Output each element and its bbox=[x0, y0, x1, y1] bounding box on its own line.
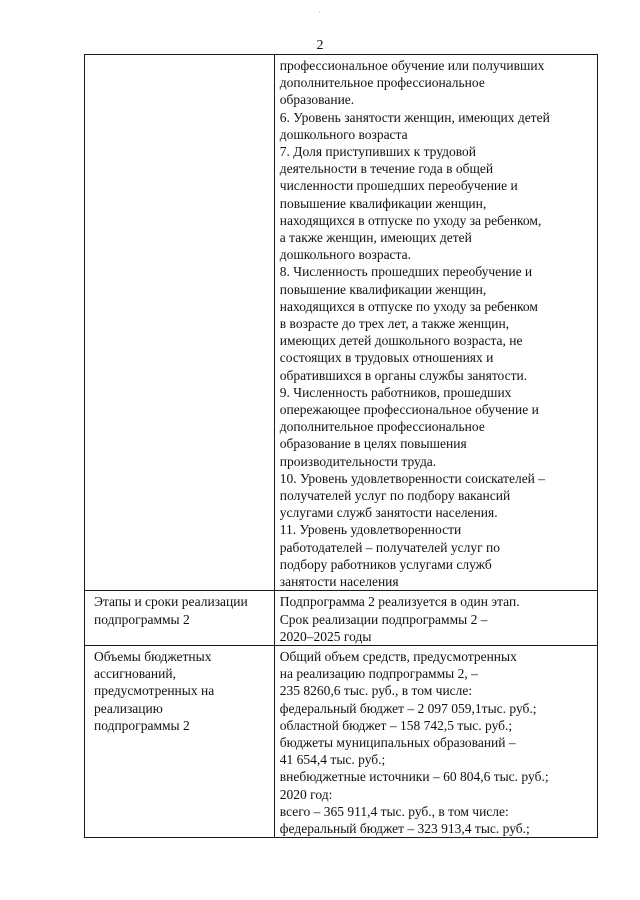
indicators-line: находящихся в отпуске по уходу за ребенком, bbox=[279, 212, 542, 228]
indicators-line: дошкольного возраста bbox=[279, 126, 408, 142]
table-row-indicators bbox=[85, 55, 598, 591]
stages-line: Подпрограмма 2 реализуется в один этап. bbox=[279, 594, 520, 610]
stages-label-cell bbox=[85, 591, 275, 646]
budget-content-cell bbox=[274, 645, 597, 837]
budget-label-line: ассигнований, bbox=[94, 666, 176, 682]
stages-label-line: Этапы и сроки реализации bbox=[94, 594, 248, 610]
budget-label-line: предусмотренных на bbox=[94, 683, 215, 699]
indicators-line: получателей услуг по подбору вакансий bbox=[279, 488, 511, 504]
indicators-line: 8. Численность прошедших переобучение и bbox=[279, 264, 533, 280]
budget-label-line: подпрограммы 2 bbox=[94, 717, 190, 733]
budget-line: на реализацию подпрограммы 2, – bbox=[279, 666, 478, 682]
budget-line: Общий объем средств, предусмотренных bbox=[279, 648, 517, 664]
indicators-line: занятости населения bbox=[279, 574, 399, 590]
indicators-line: повышение квалификации женщин, bbox=[279, 281, 487, 297]
indicators-line: профессиональное обучение или получивших bbox=[279, 58, 545, 73]
indicators-line: опережающее профессиональное обучение и bbox=[279, 402, 539, 418]
indicators-line: численности прошедших переобучение и bbox=[279, 178, 518, 194]
page-number: 2 bbox=[316, 38, 324, 53]
indicators-line: 6. Уровень занятости женщин, имеющих детей bbox=[279, 109, 550, 125]
indicators-line: образование в целях повышения bbox=[279, 436, 467, 452]
indicators-line: 7. Доля приступивших к трудовой bbox=[279, 144, 476, 160]
budget-label-cell bbox=[85, 645, 275, 837]
indicators-line: в возрасте до трех лет, а также женщин, bbox=[279, 316, 510, 332]
indicators-line: подбору работников услугами служб bbox=[279, 556, 492, 572]
indicators-line: деятельности в течение года в общей bbox=[279, 161, 494, 177]
indicators-line: образование. bbox=[279, 92, 355, 108]
indicators-line: 9. Численность работников, прошедших bbox=[279, 384, 512, 400]
table-row-stages bbox=[85, 591, 598, 646]
table-row-budget bbox=[85, 645, 598, 837]
indicators-line: находящихся в отпуске по уходу за ребенком bbox=[279, 298, 538, 314]
stages-content-cell bbox=[274, 591, 597, 646]
indicators-line: дошкольного возраста. bbox=[279, 247, 411, 263]
indicators-content-cell bbox=[274, 55, 597, 591]
indicators-line: работодателей – получателей услуг по bbox=[279, 539, 500, 555]
indicators-label-cell bbox=[85, 55, 275, 591]
budget-line: бюджеты муниципальных образований – bbox=[279, 734, 516, 750]
stages-line: 2020–2025 годы bbox=[279, 628, 372, 644]
subprogram-passport-table bbox=[84, 54, 598, 838]
budget-line: 41 654,4 тыс. руб.; bbox=[279, 752, 386, 768]
indicators-line: а также женщин, имеющих детей bbox=[279, 230, 472, 246]
indicators-line: производительности труда. bbox=[279, 453, 437, 469]
budget-label-line: реализацию bbox=[94, 700, 163, 716]
budget-label-line: Объемы бюджетных bbox=[94, 648, 212, 664]
indicators-line: состоящих в трудовых отношениях и bbox=[279, 350, 494, 366]
budget-line: федеральный бюджет – 2 097 059,1тыс. руб.; bbox=[279, 700, 537, 716]
budget-line: 2020 год: bbox=[279, 786, 333, 802]
stages-line: Срок реализации подпрограммы 2 – bbox=[279, 611, 488, 627]
indicators-line: повышение квалификации женщин, bbox=[279, 195, 487, 211]
budget-line: федеральный бюджет – 323 913,4 тыс. руб.; bbox=[279, 820, 530, 836]
indicators-line: дополнительное профессиональное bbox=[279, 419, 485, 435]
stages-label-line: подпрограммы 2 bbox=[94, 611, 190, 627]
indicators-line: услугами служб занятости населения. bbox=[279, 505, 498, 521]
budget-line: внебюджетные источники – 60 804,6 тыс. руб.; bbox=[279, 769, 549, 785]
indicators-line: дополнительное профессиональное bbox=[279, 75, 485, 91]
budget-line: областной бюджет – 158 742,5 тыс. руб.; bbox=[279, 717, 513, 733]
indicators-line: 11. Уровень удовлетворенности bbox=[279, 522, 462, 538]
indicators-line: обратившихся в органы службы занятости. bbox=[279, 367, 528, 383]
budget-line: 235 8260,6 тыс. руб., в том числе: bbox=[279, 683, 473, 699]
indicators-line: имеющих детей дошкольного возраста, не bbox=[279, 333, 523, 349]
budget-line: всего – 365 911,4 тыс. руб., в том числе: bbox=[279, 803, 509, 819]
page-mark: · bbox=[318, 8, 321, 17]
indicators-line: 10. Уровень удовлетворенности соискателей – bbox=[279, 470, 546, 486]
